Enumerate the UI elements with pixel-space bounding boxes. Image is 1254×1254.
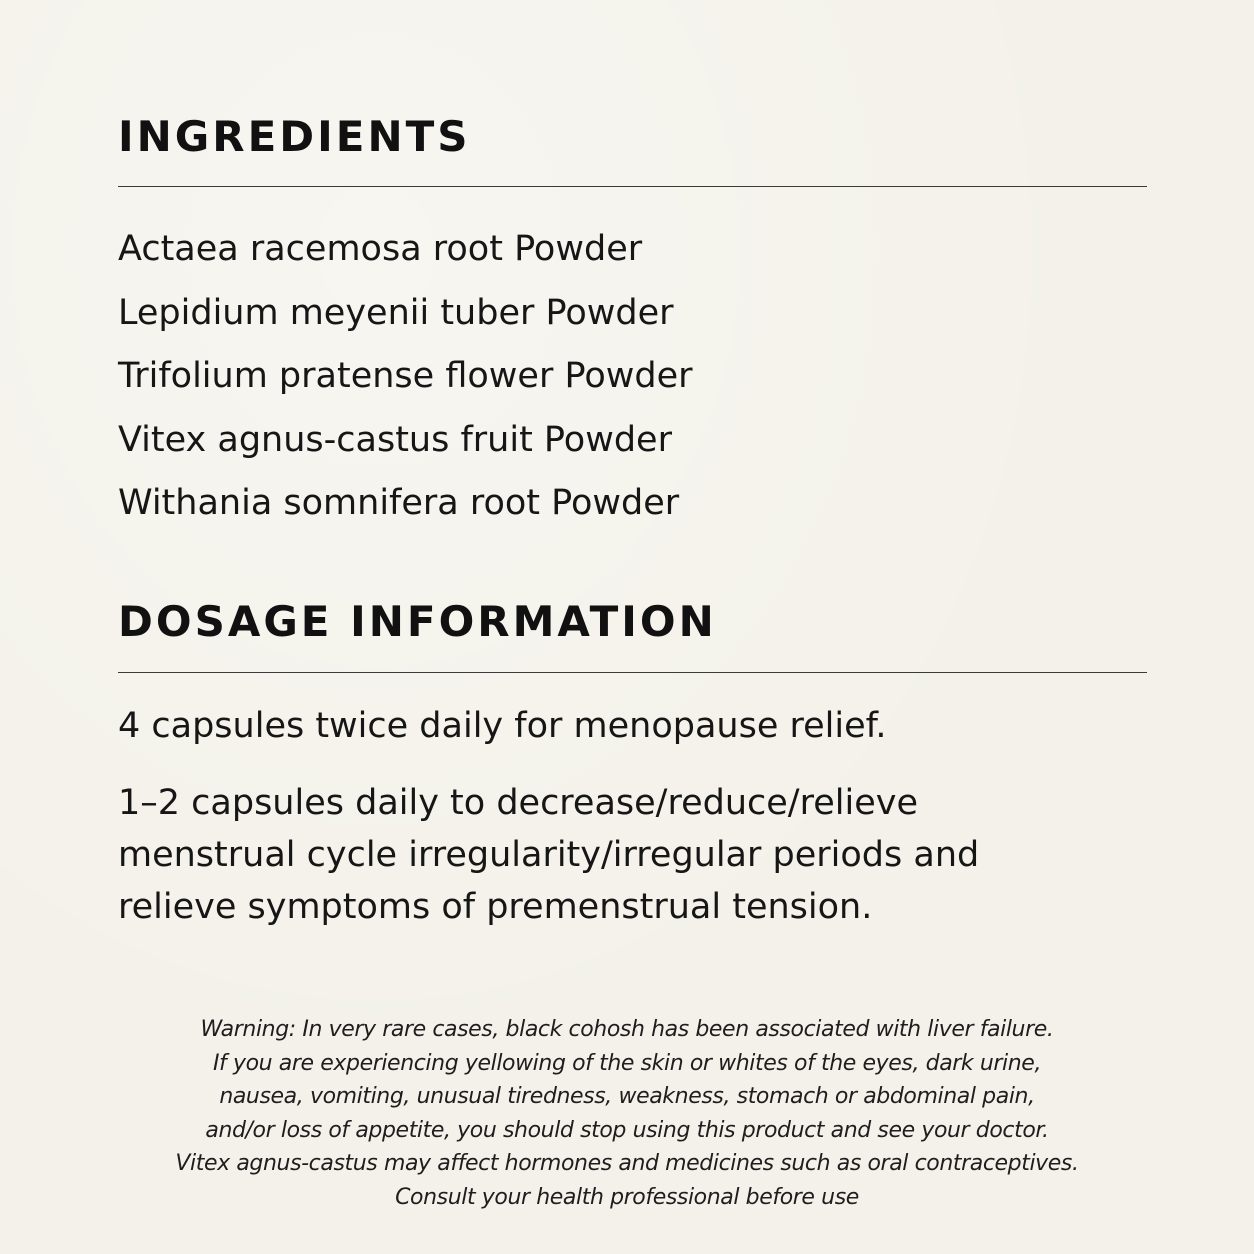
ingredients-heading: INGREDIENTS: [118, 112, 471, 161]
ingredient-item: Vitex agnus-castus fruit Powder: [118, 419, 672, 460]
warning-notice: [127, 1013, 1127, 1214]
warning-line: nausea, vomiting, unusual tiredness, weakness, stomach or abdominal pain,: [219, 1084, 1035, 1109]
dosage-line: 4 capsules twice daily for menopause relief.: [118, 706, 887, 746]
dosage-line: 1–2 capsules daily to decrease/reduce/relieve: [118, 783, 918, 823]
ingredient-item: Withania somnifera root Powder: [118, 483, 680, 523]
dosage-line: menstrual cycle irregularity/irregular periods and: [118, 835, 980, 875]
dosage-divider: [118, 672, 1147, 673]
dosage-line: relieve symptoms of premenstrual tension.: [118, 887, 873, 927]
ingredient-item: Lepidium meyenii tuber Powder: [118, 292, 674, 333]
ingredient-item: Actaea racemosa root Powder: [118, 229, 643, 269]
dosage-menopause-text: [118, 700, 1128, 752]
ingredient-item: Trifolium pratense flower Powder: [118, 356, 693, 396]
warning-line: Vitex agnus-castus may affect hormones and medicines such as oral contraceptives.: [175, 1151, 1079, 1176]
warning-line: and/or loss of appetite, you should stop using this product and see your doctor.: [205, 1117, 1049, 1143]
ingredients-list: [118, 218, 693, 536]
warning-line: If you are experiencing yellowing of the skin or whites of the eyes, dark urine,: [212, 1050, 1042, 1076]
ingredients-divider: [118, 186, 1147, 187]
warning-line: Consult your health professional before use: [395, 1184, 859, 1210]
warning-line: Warning: In very rare cases, black cohosh has been associated with liver failure.: [200, 1017, 1054, 1042]
dosage-heading: DOSAGE INFORMATION: [118, 597, 717, 646]
dosage-menstrual-text: [118, 777, 1128, 933]
